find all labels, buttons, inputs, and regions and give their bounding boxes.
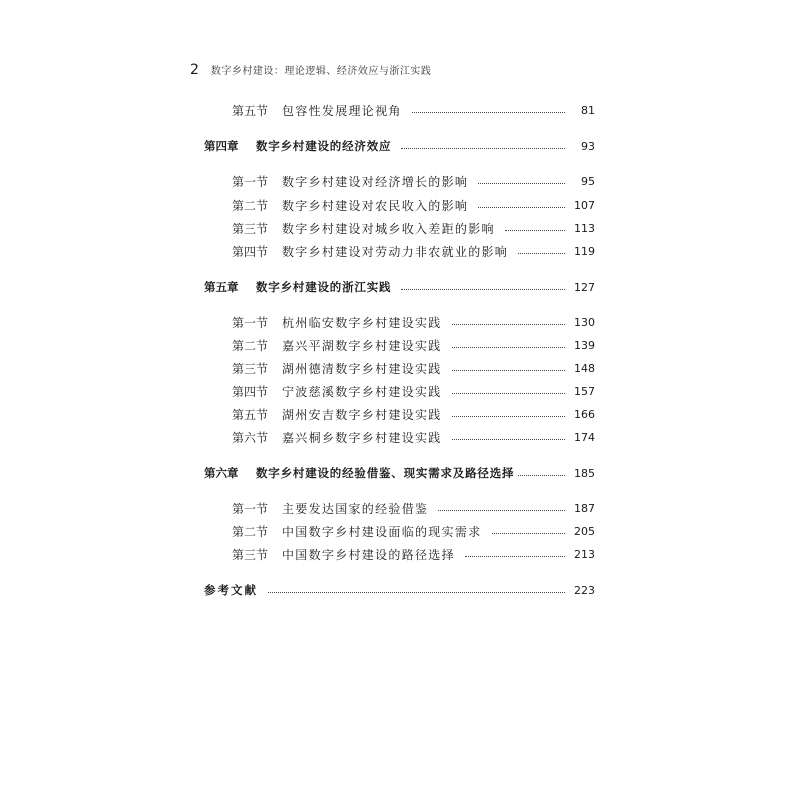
section-title: 数字乡村建设对城乡收入差距的影响 <box>282 221 495 236</box>
dot-leader <box>452 439 565 440</box>
page-number: 2 <box>190 62 199 78</box>
page-ref: 93 <box>581 139 595 153</box>
chapter-title: 数字乡村建设的经济效应 <box>256 139 392 153</box>
dot-leader <box>401 148 565 149</box>
section-label: 第二节 <box>232 198 269 213</box>
toc-entry-chapter[interactable] <box>200 277 595 297</box>
section-title: 湖州德清数字乡村建设实践 <box>282 361 442 376</box>
dot-leader <box>478 183 565 184</box>
toc-entry-section[interactable] <box>200 427 595 447</box>
section-title: 杭州临安数字乡村建设实践 <box>282 315 442 330</box>
toc-entry-section[interactable] <box>200 218 595 238</box>
section-label: 第四节 <box>232 384 269 399</box>
chapter-label: 第六章 <box>204 466 239 480</box>
section-label: 第一节 <box>232 174 269 189</box>
dot-leader <box>492 533 565 534</box>
page-ref: 223 <box>574 583 595 597</box>
section-label: 第一节 <box>232 315 269 330</box>
page-ref: 205 <box>574 524 595 538</box>
section-label: 第一节 <box>232 501 269 516</box>
section-label: 第二节 <box>232 524 269 539</box>
toc-entry-section[interactable] <box>200 381 595 401</box>
section-label: 第三节 <box>232 221 269 236</box>
section-title: 中国数字乡村建设面临的现实需求 <box>282 524 482 539</box>
toc-entry-section[interactable] <box>200 100 595 120</box>
section-title: 湖州安吉数字乡村建设实践 <box>282 407 442 422</box>
page-ref: 139 <box>574 338 595 352</box>
page-ref: 95 <box>581 174 595 188</box>
page-ref: 107 <box>574 198 595 212</box>
page-ref: 81 <box>581 103 595 117</box>
chapter-label: 第四章 <box>204 139 239 153</box>
page-ref: 187 <box>574 501 595 515</box>
dot-leader <box>452 416 565 417</box>
toc-entry-section[interactable] <box>200 312 595 332</box>
dot-leader <box>438 510 565 511</box>
dot-leader <box>412 112 565 113</box>
dot-leader <box>268 592 565 593</box>
dot-leader <box>518 475 565 476</box>
section-title: 数字乡村建设对经济增长的影响 <box>282 174 469 189</box>
section-label: 第四节 <box>232 244 269 259</box>
page-ref: 113 <box>574 221 595 235</box>
running-title: 数字乡村建设：理论逻辑、经济效应与浙江实践 <box>210 66 432 77</box>
toc-entry-references[interactable] <box>200 580 595 600</box>
chapter-label: 第五章 <box>204 280 239 294</box>
section-title: 宁波慈溪数字乡村建设实践 <box>282 384 442 399</box>
dot-leader <box>401 289 565 290</box>
section-title: 嘉兴桐乡数字乡村建设实践 <box>282 430 442 445</box>
section-label: 第二节 <box>232 338 269 353</box>
section-label: 第六节 <box>232 430 269 445</box>
section-label: 第三节 <box>232 361 269 376</box>
section-label: 第五节 <box>232 103 269 118</box>
chapter-title: 数字乡村建设的经验借鉴、现实需求及路径选择 <box>256 466 515 480</box>
page-ref: 174 <box>574 430 595 444</box>
page-header <box>190 62 431 78</box>
page-ref: 185 <box>574 466 595 480</box>
toc-entry-chapter[interactable] <box>200 136 595 156</box>
page-ref: 130 <box>574 315 595 329</box>
section-title: 数字乡村建设对农民收入的影响 <box>282 198 469 213</box>
dot-leader <box>478 207 565 208</box>
section-title: 主要发达国家的经验借鉴 <box>282 501 429 516</box>
toc-entry-section[interactable] <box>200 335 595 355</box>
section-title: 数字乡村建设对劳动力非农就业的影响 <box>282 244 509 259</box>
section-title: 中国数字乡村建设的路径选择 <box>282 547 455 562</box>
toc-entry-section[interactable] <box>200 241 595 261</box>
section-title: 嘉兴平湖数字乡村建设实践 <box>282 338 442 353</box>
toc-entry-section[interactable] <box>200 544 595 564</box>
dot-leader <box>518 253 565 254</box>
dot-leader <box>452 393 565 394</box>
page-ref: 166 <box>574 407 595 421</box>
toc-entry-section[interactable] <box>200 358 595 378</box>
toc-entry-section[interactable] <box>200 195 595 215</box>
section-title: 包容性发展理论视角 <box>282 103 402 118</box>
dot-leader <box>452 324 565 325</box>
toc-entry-section[interactable] <box>200 498 595 518</box>
dot-leader <box>465 556 565 557</box>
references-title: 参考文献 <box>204 583 258 597</box>
section-label: 第三节 <box>232 547 269 562</box>
toc-entry-section[interactable] <box>200 404 595 424</box>
section-label: 第五节 <box>232 407 269 422</box>
dot-leader <box>452 347 565 348</box>
page-ref: 148 <box>574 361 595 375</box>
chapter-title: 数字乡村建设的浙江实践 <box>256 280 392 294</box>
page-ref: 119 <box>574 244 595 258</box>
page-ref: 213 <box>574 547 595 561</box>
page-ref: 127 <box>574 280 595 294</box>
dot-leader <box>452 370 565 371</box>
page-ref: 157 <box>574 384 595 398</box>
toc-entry-section[interactable] <box>200 171 595 191</box>
toc-entry-section[interactable] <box>200 521 595 541</box>
dot-leader <box>505 230 565 231</box>
toc-entry-chapter[interactable] <box>200 463 595 483</box>
